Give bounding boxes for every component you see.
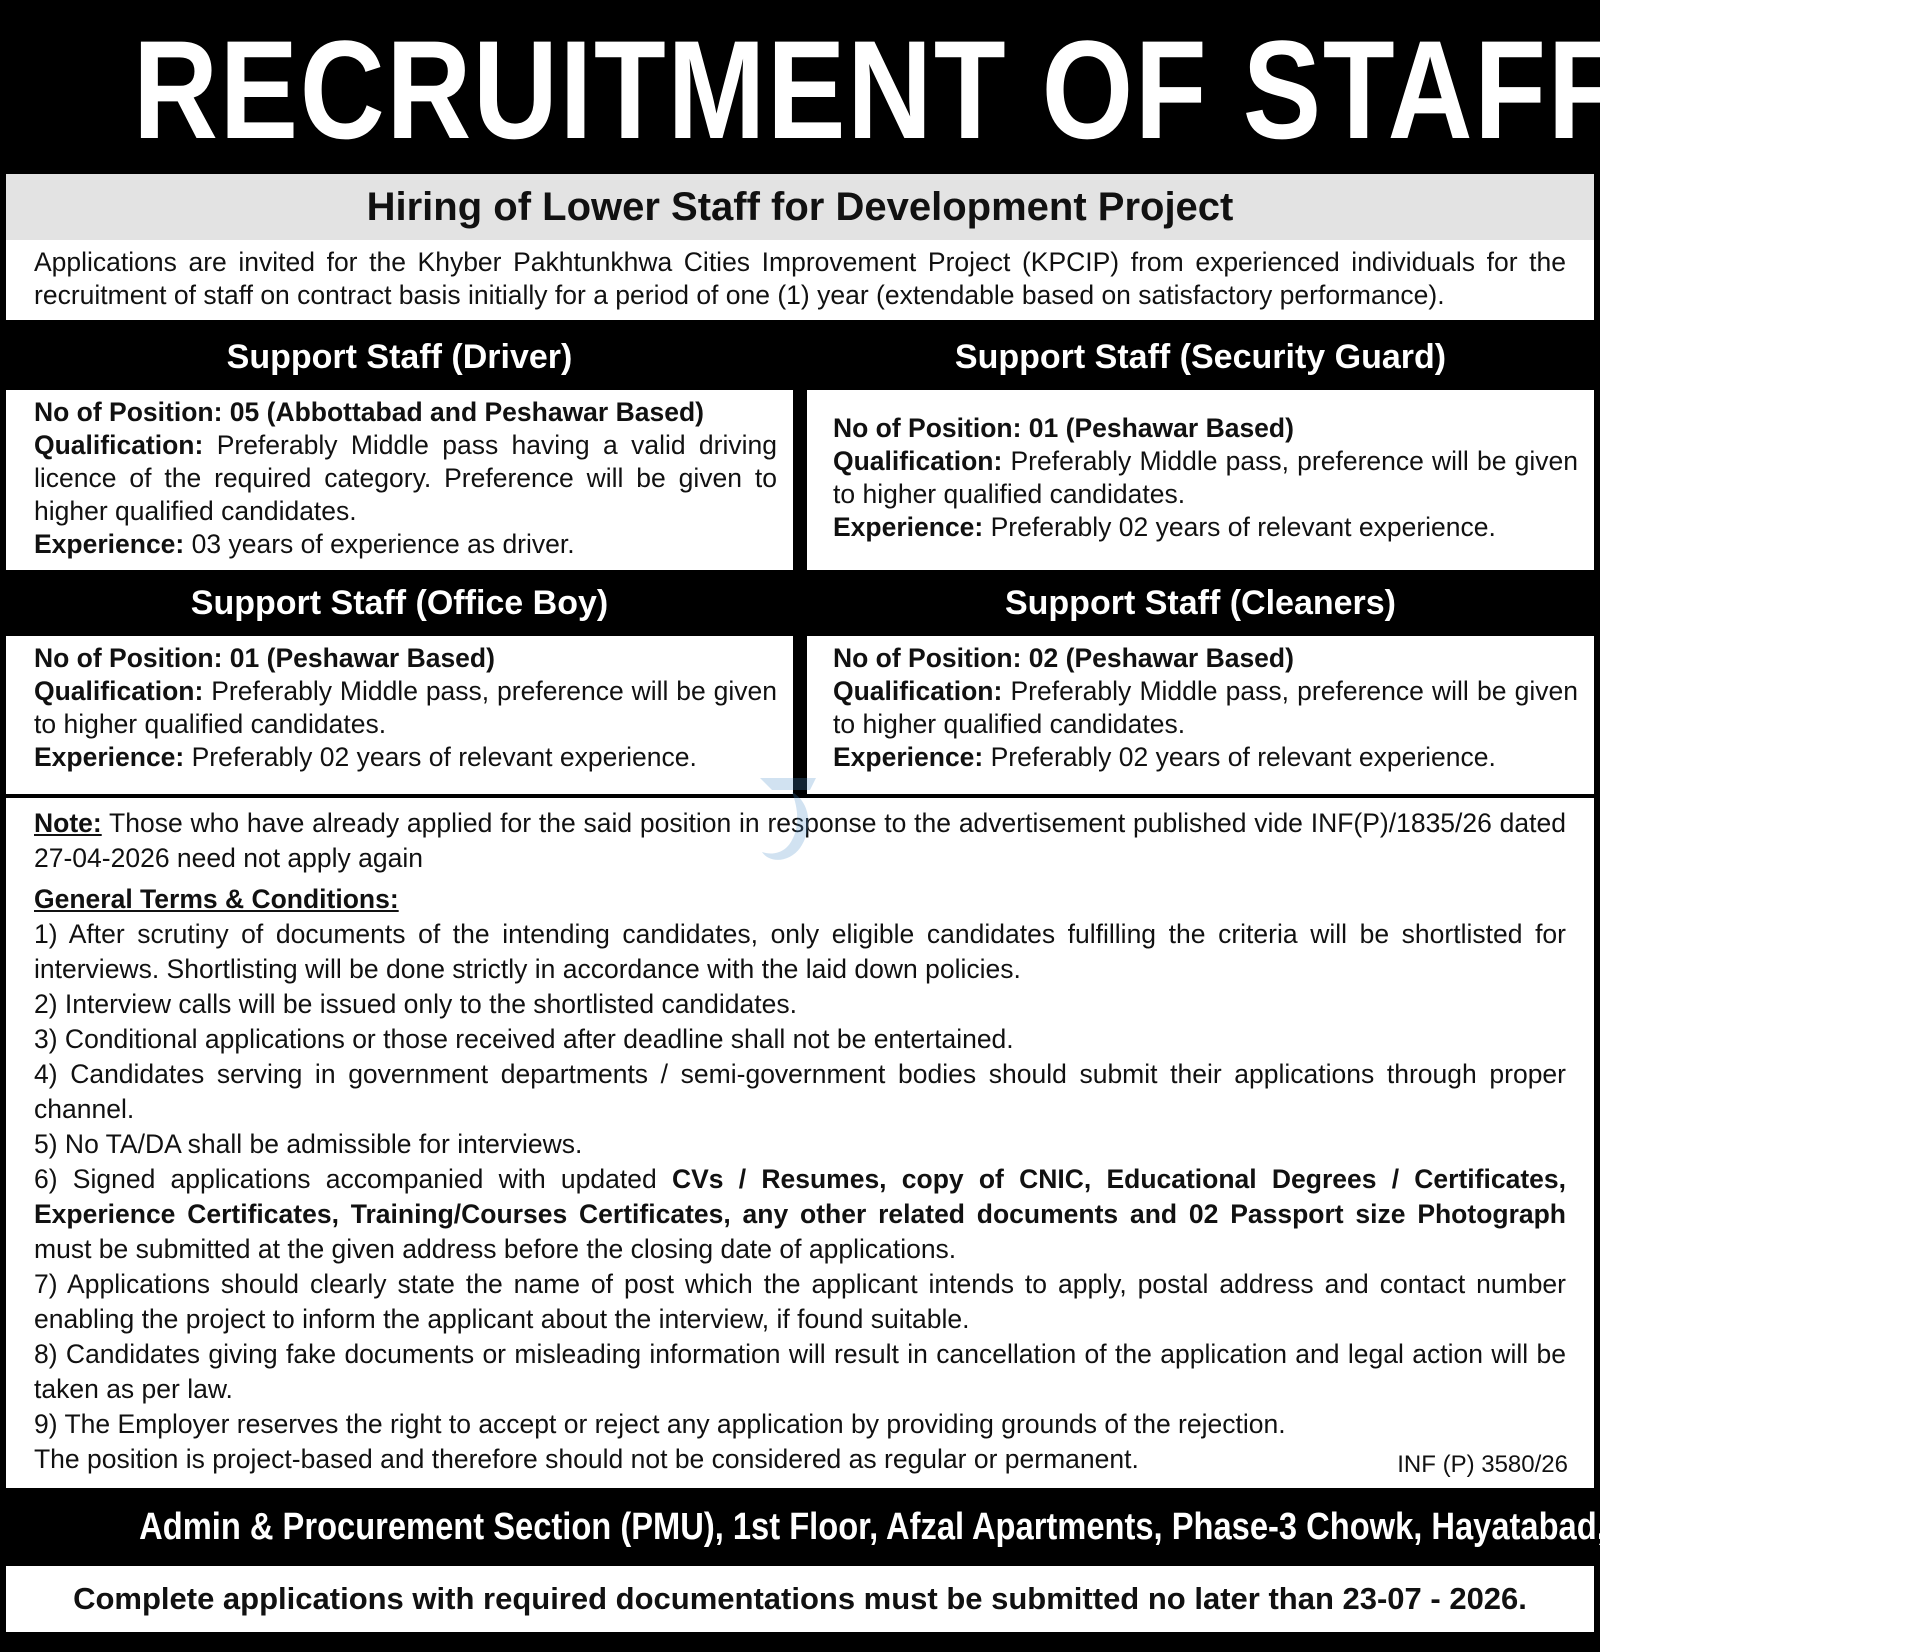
position-details-driver — [6, 390, 793, 570]
positions-value: 01 (Peshawar Based) — [229, 643, 495, 673]
position-details-cleaners — [807, 636, 1594, 794]
term-item: 1) After scrutiny of documents of the intending candidates, only eligible candidates fulfilling the criteria will be shortlisted for interviews. Shortlisting will be done strictly in accordance with the laid down policies. — [34, 919, 1566, 984]
experience-label: Experience: — [833, 742, 984, 772]
experience-value: Preferably 02 years of relevant experience. — [191, 742, 697, 772]
terms-heading: General Terms & Conditions: — [34, 884, 399, 914]
page-title: RECRUITMENT OF STAFF — [133, 6, 1467, 174]
term-item: 9) The Employer reserves the right to accept or reject any application by providing grounds of the rejection. — [34, 1409, 1286, 1439]
term-item: 8) Candidates giving fake documents or misleading information will result in cancellation of the application and legal action will be taken as per law. — [34, 1339, 1566, 1404]
experience-label: Experience: — [833, 512, 984, 542]
address-bar — [6, 1488, 1775, 1566]
qualification-label: Qualification: — [34, 430, 204, 460]
positions-value: 01 (Peshawar Based) — [1028, 413, 1294, 443]
experience-value: 03 years of experience as driver. — [191, 529, 575, 559]
positions-label: No of Position: — [833, 643, 1022, 673]
qualification-value: Preferably Middle pass, preference will be given to higher qualified candidates. — [833, 676, 1578, 739]
inf-number: INF (P) 3580/26 — [1397, 1451, 1568, 1478]
experience-value: Preferably 02 years of relevant experience. — [990, 742, 1496, 772]
position-details-office-boy — [6, 636, 793, 794]
term-item: 2) Interview calls will be issued only to the shortlisted candidates. — [34, 989, 797, 1019]
position-title-cleaners: Support Staff (Cleaners) — [807, 570, 1594, 636]
qualification-value: Preferably Middle pass, preference will be given to higher qualified candidates. — [833, 446, 1578, 509]
positions-grid — [6, 324, 1594, 794]
experience-label: Experience: — [34, 742, 185, 772]
qualification-label: Qualification: — [34, 676, 204, 706]
deadline-text: Complete applications with required documentations must be submitted no later than 23-07 - 2026. — [6, 1566, 1594, 1632]
address-text: Admin & Procurement Section (PMU), 1st Floor, Afzal Apartments, Phase-3 Chowk, Hayatabad, Peshawar. — [139, 1506, 1775, 1548]
subtitle: Hiring of Lower Staff for Development Project — [6, 174, 1594, 240]
qualification-value: Preferably Middle pass, preference will be given to higher qualified candidates. — [34, 676, 777, 739]
term-item: 3) Conditional applications or those received after deadline shall not be entertained. — [34, 1024, 1014, 1054]
positions-label: No of Position: — [833, 413, 1022, 443]
term-6-documents: CVs / Resumes, copy of CNIC, Educational Degrees / Certificates, Experience Certificates, Training/Courses Certificates, any other related documents and 02 Passport size Photograph — [34, 1164, 1566, 1229]
term-item: The position is project-based and therefore should not be considered as regular or permanent. — [34, 1444, 1139, 1474]
position-title-driver: Support Staff (Driver) — [6, 324, 793, 390]
term-6-pre: 6) Signed applications accompanied with updated — [34, 1164, 657, 1194]
qualification-label: Qualification: — [833, 446, 1003, 476]
term-item: 5) No TA/DA shall be admissible for interviews. — [34, 1129, 583, 1159]
positions-value: 05 (Abbottabad and Peshawar Based) — [229, 397, 704, 427]
term-item: 7) Applications should clearly state the name of post which the applicant intends to apply, postal address and contact number enabling the project to inform the applicant about the interview, if found suitable. — [34, 1269, 1566, 1334]
note-label: Note: — [34, 808, 102, 838]
intro-paragraph: Applications are invited for the Khyber Pakhtunkhwa Cities Improvement Project (KPCIP) from experienced individuals for the recruitment of staff on contract basis initially for a period of one (1) year (extendable based on satisfactory performance). — [6, 240, 1594, 320]
term-item: 4) Candidates serving in government departments / semi-government bodies should submit their applications through proper channel. — [34, 1059, 1566, 1124]
terms-section — [6, 798, 1594, 1488]
position-title-security-guard: Support Staff (Security Guard) — [807, 324, 1594, 390]
positions-label: No of Position: — [34, 643, 223, 673]
term-6-post: must be submitted at the given address before the closing date of applications. — [34, 1234, 957, 1264]
position-title-office-boy: Support Staff (Office Boy) — [6, 570, 793, 636]
term-item — [34, 1162, 1566, 1267]
qualification-value: Preferably Middle pass having a valid driving licence of the required category. Preference will be given to higher qualified candidates. — [34, 430, 777, 526]
watermark-logo-icon — [752, 768, 824, 878]
experience-value: Preferably 02 years of relevant experience. — [990, 512, 1496, 542]
positions-value: 02 (Peshawar Based) — [1028, 643, 1294, 673]
positions-label: No of Position: — [34, 397, 223, 427]
experience-label: Experience: — [34, 529, 185, 559]
note-text: Those who have already applied for the said position in response to the advertisement published vide INF(P)/1835/26 dated 27-04-2026 need not apply again — [34, 808, 1566, 873]
qualification-label: Qualification: — [833, 676, 1003, 706]
position-details-security-guard — [807, 390, 1594, 570]
